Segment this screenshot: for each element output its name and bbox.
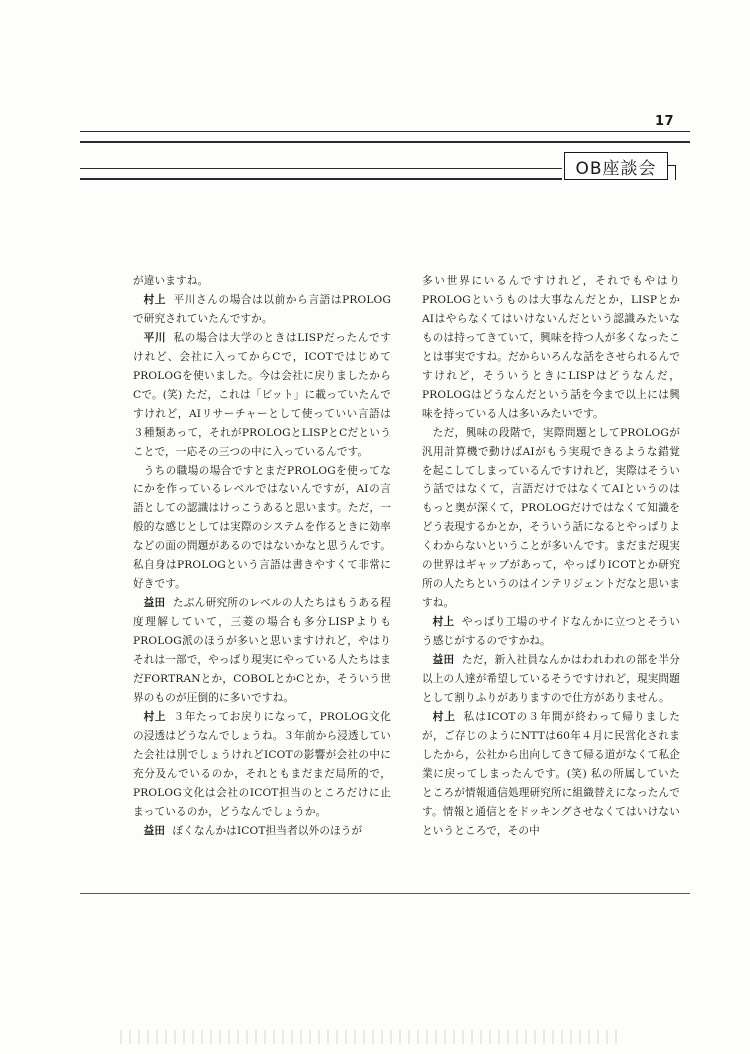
speaker-name: 平川 <box>143 331 167 344</box>
paragraph <box>133 462 391 595</box>
page-number: 17 <box>655 114 675 129</box>
paragraph <box>422 424 680 614</box>
paragraph <box>133 594 391 708</box>
text-column-left <box>133 272 391 841</box>
paragraph-text: が違いますね。 <box>133 275 209 287</box>
speaker-name: 村上 <box>143 293 167 306</box>
section-title: OB座談会 <box>575 158 657 179</box>
paragraph-text: たぶん研究所のレベルの人たちはもうある程度理解していて，三菱の場合も多分LISPよりもPROLOG派のほうが多いと思いますけれど，やはりそれは一部で，やっぱり現実にやっている人たちはまだFORTRANとか，COBOLとかCとか，そういう世界のものが圧倒的に多いですね。 <box>133 597 391 704</box>
text-column-right <box>422 272 680 841</box>
paragraph <box>133 708 391 822</box>
header-rule-top <box>80 131 690 132</box>
paragraph <box>422 708 680 841</box>
paragraph-text: 多い世界にいるんですけれど，それでもやはりPROLOGというものは大事なんだとか，LISPとかAIはやらなくてはいけないんだという認識みたいなものは持ってきていて，興味を持つ人が多くなったことは事実ですね。だからいろんな話をさせられるんですけれど，そういうときにLISPはどうなんだ，PROLOGはどうなんだという話を今まで以上には興味を持っている人は多いみたいです。 <box>422 275 680 420</box>
speaker-name: 村上 <box>432 616 455 629</box>
paragraph-text: 私はICOTの３年間が終わって帰りましたが，ご存じのようにNTTは60年４月に民営化されましたから，公社から出向してきて帰る道がなくて私企業に戻ってしまったんです。(笑) 私の所属していたところが情報通信処理研究所に組織替えになったんです。情報と通信とをドッキングさせなくてはいけないというところで，その中 <box>422 710 680 837</box>
paragraph <box>133 272 391 291</box>
paragraph <box>422 272 680 424</box>
speaker-name: 益田 <box>432 654 455 667</box>
header-rule-lower <box>80 168 562 169</box>
scan-noise-strip <box>120 1030 620 1044</box>
paragraph-text: ３年たってお戻りになって，PROLOG文化の浸透はどうなんでしょうね。３年前から浸透していた会社は別でしょうけれどICOTの影響が会社の中に充分及んでいるのか，それともまだまだ局所的で，PROLOG文化は会社のICOT担当のところだけに止まっているのか，どうなんでしょうか。 <box>133 710 391 818</box>
paragraph <box>422 613 680 651</box>
speaker-name: 益田 <box>143 824 166 837</box>
paragraph-text: ただ，興味の段階で，実際問題としてPROLOGが汎用計算機で動けばAIがもう実現できるような錯覚を起こしてしまっているんですけれど，実際はそういう話ではなくて，言語だけではなくてAIというのはもっと奥が深くて，PROLOGだけではなくて知識をどう表現するかとか，そういう話になるとやっぱりよくわからないということが多いんです。まだまだ現実の世界はギャップがあって，やっぱりICOTとか研究所の人たちというのはインテリジェントだなと思いますね。 <box>422 426 680 610</box>
paragraph-text: ぼくなんかはICOT担当者以外のほうが <box>172 824 363 837</box>
paragraph-text: やっぱり工場のサイドなんかに立つとそういう感じがするのですかね。 <box>422 616 680 648</box>
header-rule-lower-thick <box>80 178 562 180</box>
paragraph <box>422 651 680 708</box>
paragraph-text: 私の場合は大学のときはLISPだったんですけれど、会社に入ってからCで，ICOTではじめてPROLOGを使いました。今は会社に戻りましたからCで。(笑) ただ，これは「ビット」に載っていたんですけれど，AIリサーチャーとして使っていい言語は３種類あって，それがPROLOGとLISPとCだということで，一応その三つの中に入っているんです。 <box>133 331 391 458</box>
badge-corner-decoration <box>668 165 676 180</box>
paragraph <box>133 822 391 841</box>
speaker-name: 村上 <box>143 710 167 723</box>
paragraph <box>133 329 391 462</box>
speaker-name: 益田 <box>143 597 166 610</box>
paragraph-text: うちの職場の場合ですとまだPROLOGを使ってなにかを作っているレベルではないんですが，AIの言語としての認識はけっこうあると思います。ただ，一般的な感じとしては実際のシステムを作るときに効率などの面の問題があるのではないかなと思うんです。私自身はPROLOGという言語は書きやすくて非常に好きです。 <box>133 464 391 591</box>
section-title-badge <box>564 152 668 180</box>
speaker-name: 村上 <box>432 710 457 723</box>
footer-rule <box>80 893 690 894</box>
paragraph <box>133 291 391 329</box>
header-rule-top-thick <box>80 141 690 143</box>
paragraph-text: 平川さんの場合は以前から言語はPROLOGで研究されていたんですか。 <box>133 293 391 325</box>
paragraph-text: ただ，新入社員なんかはわれわれの部を半分以上の人達が希望しているそうですけれど，現実問題として割りふりがありますので仕方がありません。 <box>422 654 680 704</box>
